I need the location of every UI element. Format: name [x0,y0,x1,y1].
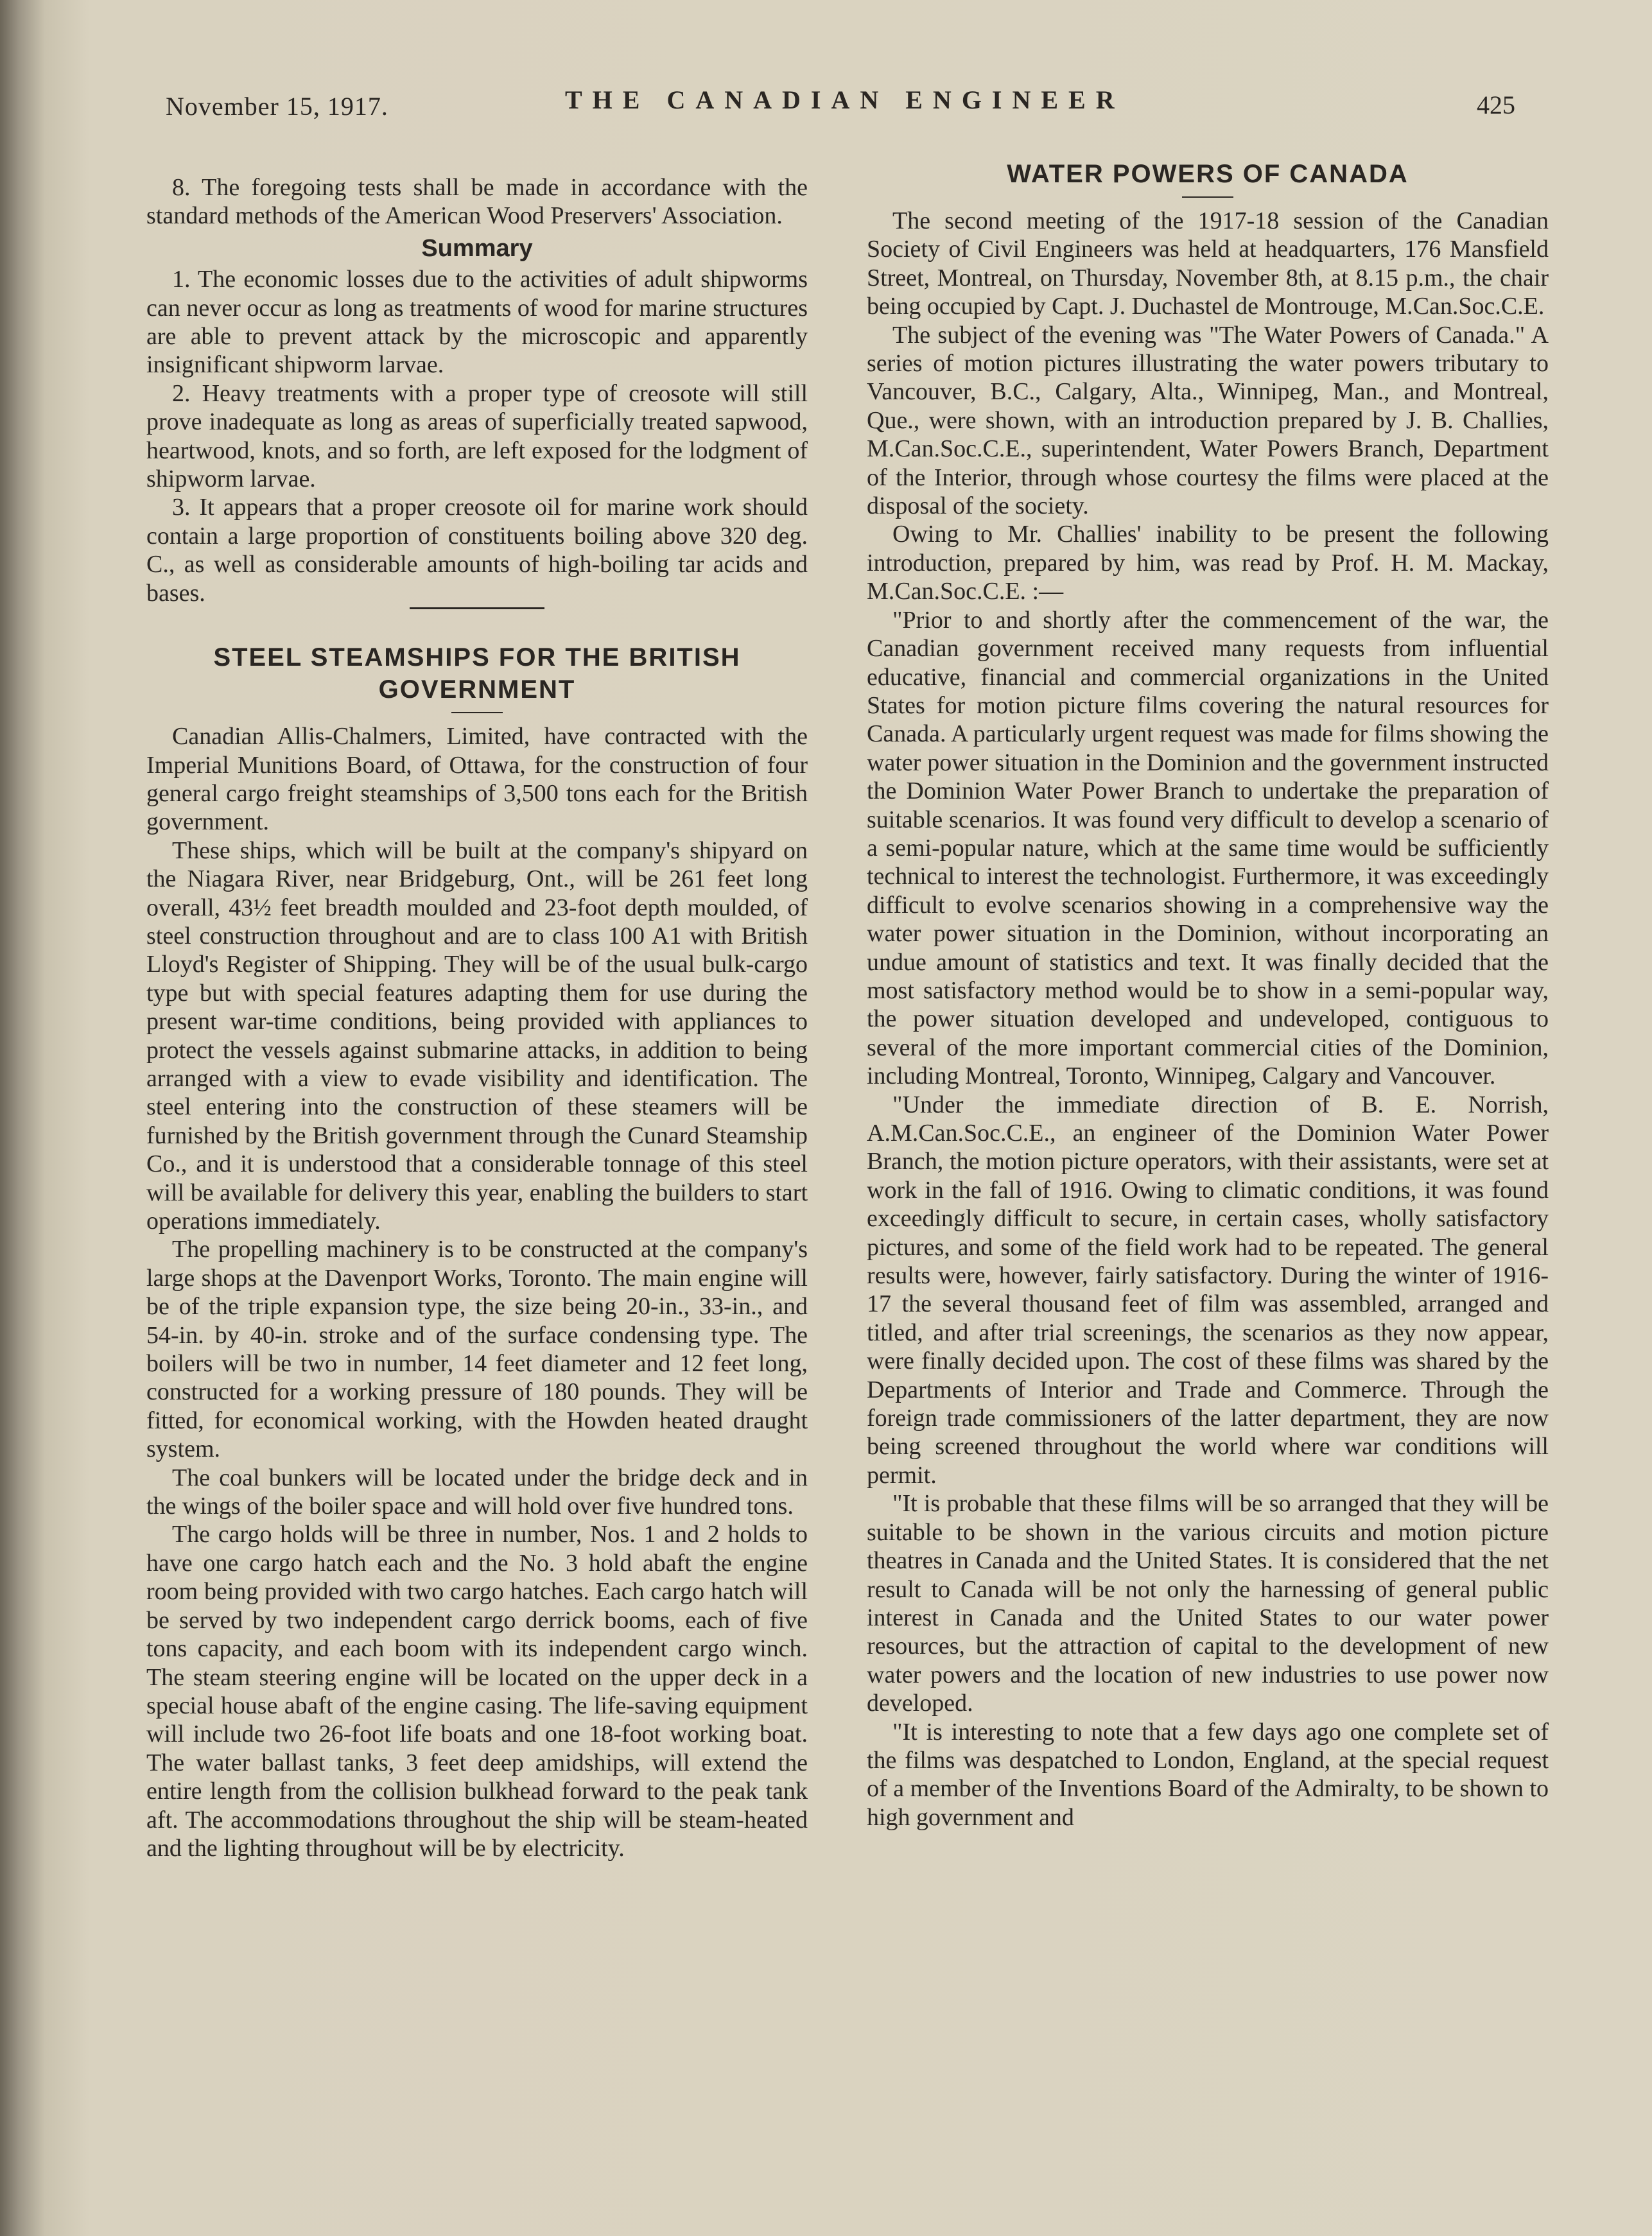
left-column [146,173,808,1862]
page-number: 425 [1477,91,1515,119]
right-column [867,152,1549,1832]
article-paragraph: These ships, which will be built at the company's shipyard on the Niagara River, near Bridgeburg, Ont., will be 261 feet long overall, 43½ feet breadth moulded and 23-foot depth moulded, of steel construction throughout and are to class 100 A1 with British Lloyd's Register of Shipping. They will be of the usual bulk-cargo type but with special features adapting them for use during the present war-time conditions, being provided with appliances to protect the vessels against submarine attacks, in addition to being arranged with a view to evade visibility and identification. The steel entering into the construction of these steamers will be furnished by the British government through the Cunard Steamship Co., and it is understood that a considerable tonnage of this steel will be available for delivery this year, enabling the builders to start operations immediately. [146,836,808,1235]
issue-date: November 15, 1917. [166,92,388,121]
article-paragraph: "Prior to and shortly after the commencement of the war, the Canadian government received many requests from influential educative, financial and commercial organizations in the United States for motion picture films covering the natural resources for Canada. A particularly urgent request was made for films showing the water power situation in the Dominion and the government instructed the Dominion Water Power Branch to undertake the preparation of suitable scenarios. It was found very difficult to develop a scenario of a semi-popular nature, which at the same time would be sufficiently technical to interest the technologist. Furthermore, it was exceedingly difficult to evolve scenarios showing in a comprehensive way the water power situation in the Dominion, without incorporating an undue amount of statistics and text. It was finally decided that the most satisfactory method would be to show in a semi-popular way, the power situation developed and undeveloped, contiguous to several of the more important commercial cities of the Dominion, including Montreal, Toronto, Winnipeg, Calgary and Vancouver. [867,606,1549,1090]
article-paragraph: The subject of the evening was "The Water Powers of Canada." A series of motion pictures illustrating the water powers tributary to Vancouver, B.C., Calgary, Alta., Winnipeg, Man., and Montreal, Que., were shown, with an introduction prepared by J. B. Challies, M.Can.Soc.C.E., superintendent, Water Powers Branch, Department of the Interior, through whose courtesy the films were placed at the disposal of the society. [867,321,1549,520]
journal-title: THE CANADIAN ENGINEER [565,85,1125,114]
section-divider [410,607,544,609]
article-paragraph: The coal bunkers will be located under the bridge deck and in the wings of the boiler space and will hold over five hundred tons. [146,1464,808,1520]
tests-paragraph: 8. The foregoing tests shall be made in accordance with the standard methods of the American Wood Preservers' Association. [146,174,808,230]
article-paragraph: The propelling machinery is to be constructed at the company's large shops at the Davenport Works, Toronto. The main engine will be of the triple expansion type, the size being 20-in., 33-in., and 54-in. by 40-in. stroke and of the surface condensing type. The boilers will be two in number, 14 feet diameter and 12 feet long, constructed for a working pressure of 180 pounds. They will be fitted, for economical working, with the Howden heated draught system. [146,1236,808,1463]
article-paragraph: "It is probable that these films will be so arranged that they will be suitable to be shown in the various circuits and motion picture theatres in Canada and the United States. It is considered that the net result to Canada will be not only the harnessing of general public interest in Canada and the United States to our water power resources, but the attraction of capital to the development of new water powers and the location of new industries to use power now developed. [867,1490,1549,1717]
summary-heading: Summary [421,234,533,262]
summary-paragraph: 3. It appears that a proper creosote oil for marine work should contain a large proportion of constituents boiling above 320 deg. C., as well as considerable amounts of high-boiling tar acids and bases. [146,494,808,607]
article-paragraph: The cargo holds will be three in number, Nos. 1 and 2 holds to have one cargo hatch each and the No. 3 hold abaft the engine room being provided with two cargo hatches. Each cargo hatch will be served by two independent cargo derrick booms, each of five tons capacity, and each boom with its independent cargo winch. The steam steering engine will be located on the upper deck in a special house abaft of the engine casing. The life-saving equipment will include two 26-foot life boats and one 18-foot working boat. The water ballast tanks, 3 feet deep amidships, will extend the entire length from the collision bulkhead forward to the peak tank aft. The accommodations throughout the ship will be steam-heated and the lighting throughout will be by electricity. [146,1521,808,1862]
summary-paragraph: 2. Heavy treatments with a proper type of creosote will still prove inadequate as long as areas of superficially treated sapwood, heartwood, knots, and so forth, are left exposed for the lodgment of shipworm larvae. [146,379,808,493]
summary-paragraph: 1. The economic losses due to the activities of adult shipworms can never occur as long as treatments of wood for marine structures are able to prevent attack by the microscopic and apparently insignificant shipworm larvae. [146,266,808,379]
article-paragraph: "Under the immediate direction of B. E. Norrish, A.M.Can.Soc.C.E., an engineer of the Dominion Water Power Branch, the motion picture operators, with their assistants, were set at work in the fall of 1916. Owing to climatic conditions, it was found exceedingly difficult to secure, in certain cases, wholly satisfactory pictures, and some of the field work had to be repeated. The general results were, however, fairly satisfactory. During the winter of 1916-17 the several thousand feet of film was assembled, arranged and titled, and after trial screenings, the scenarios as they now appear, were finally decided upon. The cost of these films was shared by the Departments of Interior and Trade and Commerce. Through the foreign trade commissioners of the latter department, they are now being screened throughout the world where war conditions will permit. [867,1091,1549,1489]
article-paragraph: The second meeting of the 1917-18 session of the Canadian Society of Civil Engineers was held at headquarters, 176 Mansfield Street, Montreal, on Thursday, November 8th, at 8.15 p.m., the chair being occupied by Capt. J. Duchastel de Montrouge, M.Can.Soc.C.E. [867,207,1549,320]
steamships-heading: STEEL STEAMSHIPS FOR THE BRITISH GOVERNMENT [213,643,741,704]
heading-rule [451,712,503,713]
article-paragraph: "It is interesting to note that a few days ago one complete set of the films was despatched to London, England, at the special request of a member of the Inventions Board of the Admiralty, to be shown to high government and [867,1718,1549,1831]
heading-rule [1182,196,1233,198]
article-paragraph: Owing to Mr. Challies' inability to be present the following introduction, prepared by him, was read by Prof. H. M. Mackay, M.Can.Soc.C.E. :— [867,521,1549,605]
article-paragraph: Canadian Allis-Chalmers, Limited, have contracted with the Imperial Munitions Board, of Ottawa, for the construction of four general cargo freight steamships of 3,500 tons each for the British government. [146,723,808,836]
water-powers-heading: WATER POWERS OF CANADA [1007,160,1409,188]
